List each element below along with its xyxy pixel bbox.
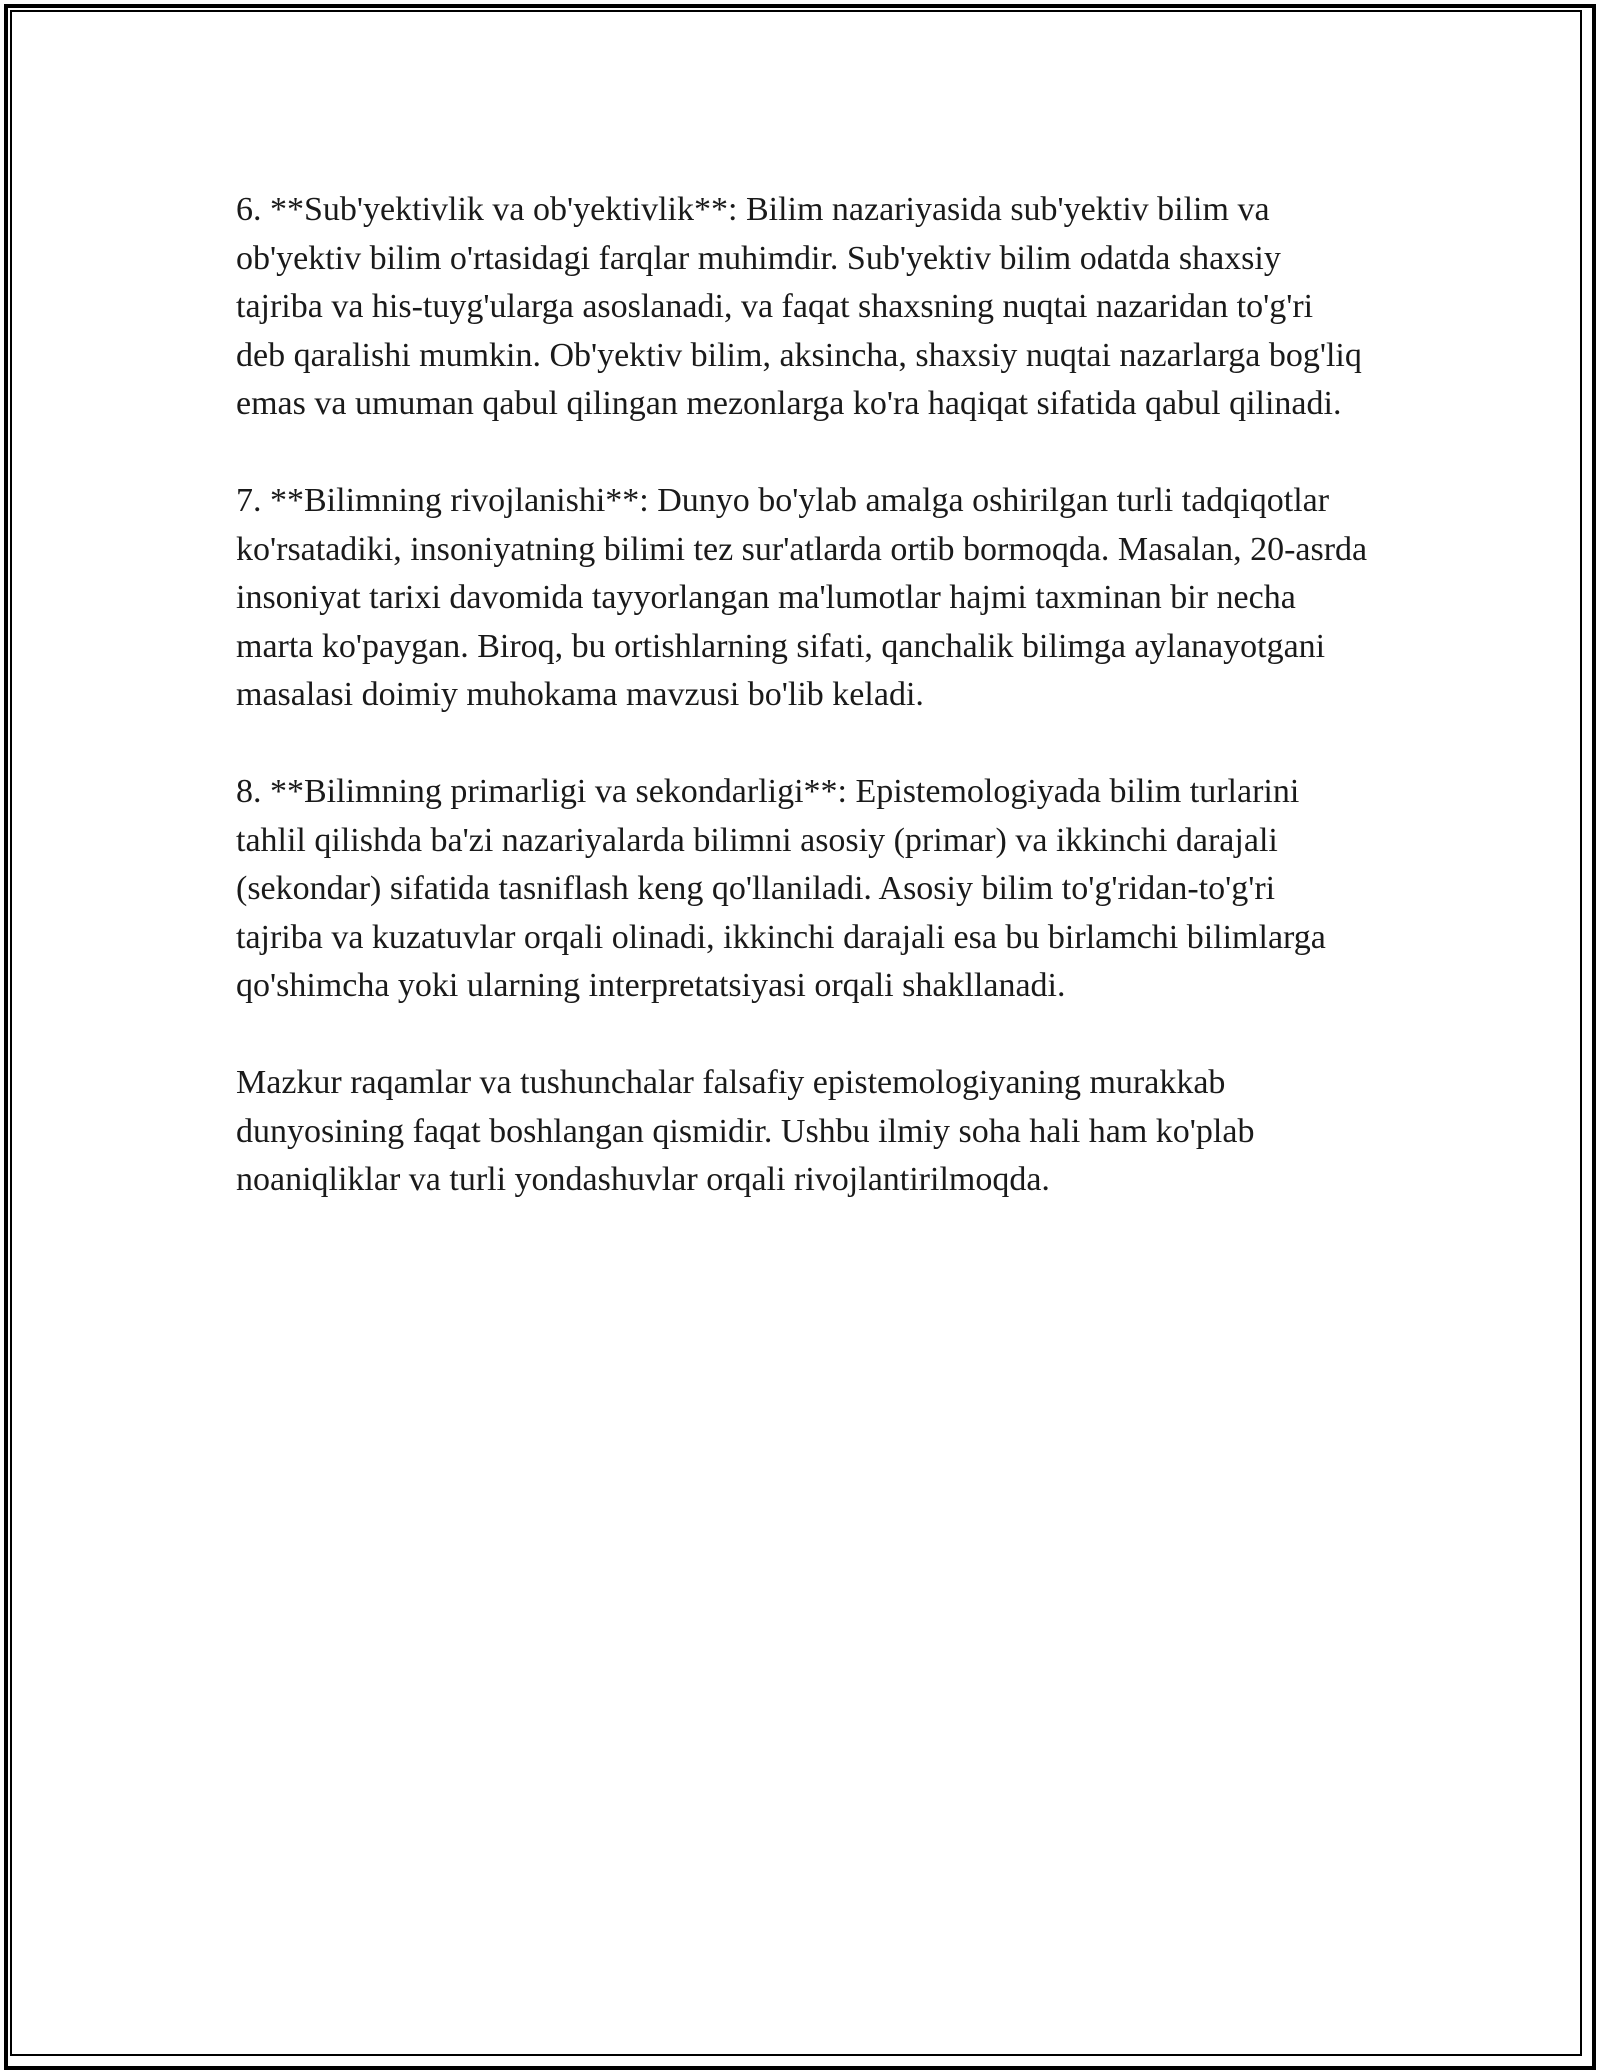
document-body bbox=[236, 186, 1370, 1253]
paragraph-knowledge-development: 7. **Bilimning rivojlanishi**: Dunyo bo'ylab amalga oshirilgan turli tadqiqotlar ko'rsatadiki, insoniyatning bilimi tez sur'atlarda ortib bormoqda. Masalan, 20-asrda insoniyat tarixi davomida tayyorlangan ma'lumotlar hajmi taxminan bir necha marta ko'paygan. Biroq, bu ortishlarning sifati, qanchalik bilimga aylanayotgani masalasi doimiy muhokama mavzusi bo'lib keladi. bbox=[236, 482, 1368, 713]
paragraph-primary-secondary: 8. **Bilimning primarligi va sekondarligi**: Epistemologiyada bilim turlarini tahlil qilishda ba'zi nazariyalarda bilimni asosiy (primar) va ikkinchi darajali (sekondar) sifatida tasniflash keng qo'llaniladi. Asosiy bilim to'g'ridan-to'g'ri tajriba va kuzatuvlar orqali olinadi, ikkinchi darajali esa bu birlamchi bilimlarga qo'shimcha yoki ularning interpretatsiyasi orqali shakllanadi. bbox=[236, 773, 1326, 1004]
paragraph-subjectivity: 6. **Sub'yektivlik va ob'yektivlik**: Bilim nazariyasida sub'yektiv bilim va ob'yektiv bilim o'rtasidagi farqlar muhimdir. Sub'yektiv bilim odatda shaxsiy tajriba va his-tuyg'ularga asoslanadi, va faqat shaxsning nuqtai nazaridan to'g'ri deb qaralishi mumkin. Ob'yektiv bilim, aksincha, shaxsiy nuqtai nazarlarga bog'liq emas va umuman qabul qilingan mezonlarga ko'ra haqiqat sifatida qabul qilinadi. bbox=[236, 191, 1362, 422]
paragraph-conclusion: Mazkur raqamlar va tushunchalar falsafiy epistemologiyaning murakkab dunyosining faqat boshlangan qismidir. Ushbu ilmiy soha hali ham ko'plab noaniqliklar va turli yondashuvlar orqali rivojlantirilmoqda. bbox=[236, 1064, 1255, 1198]
